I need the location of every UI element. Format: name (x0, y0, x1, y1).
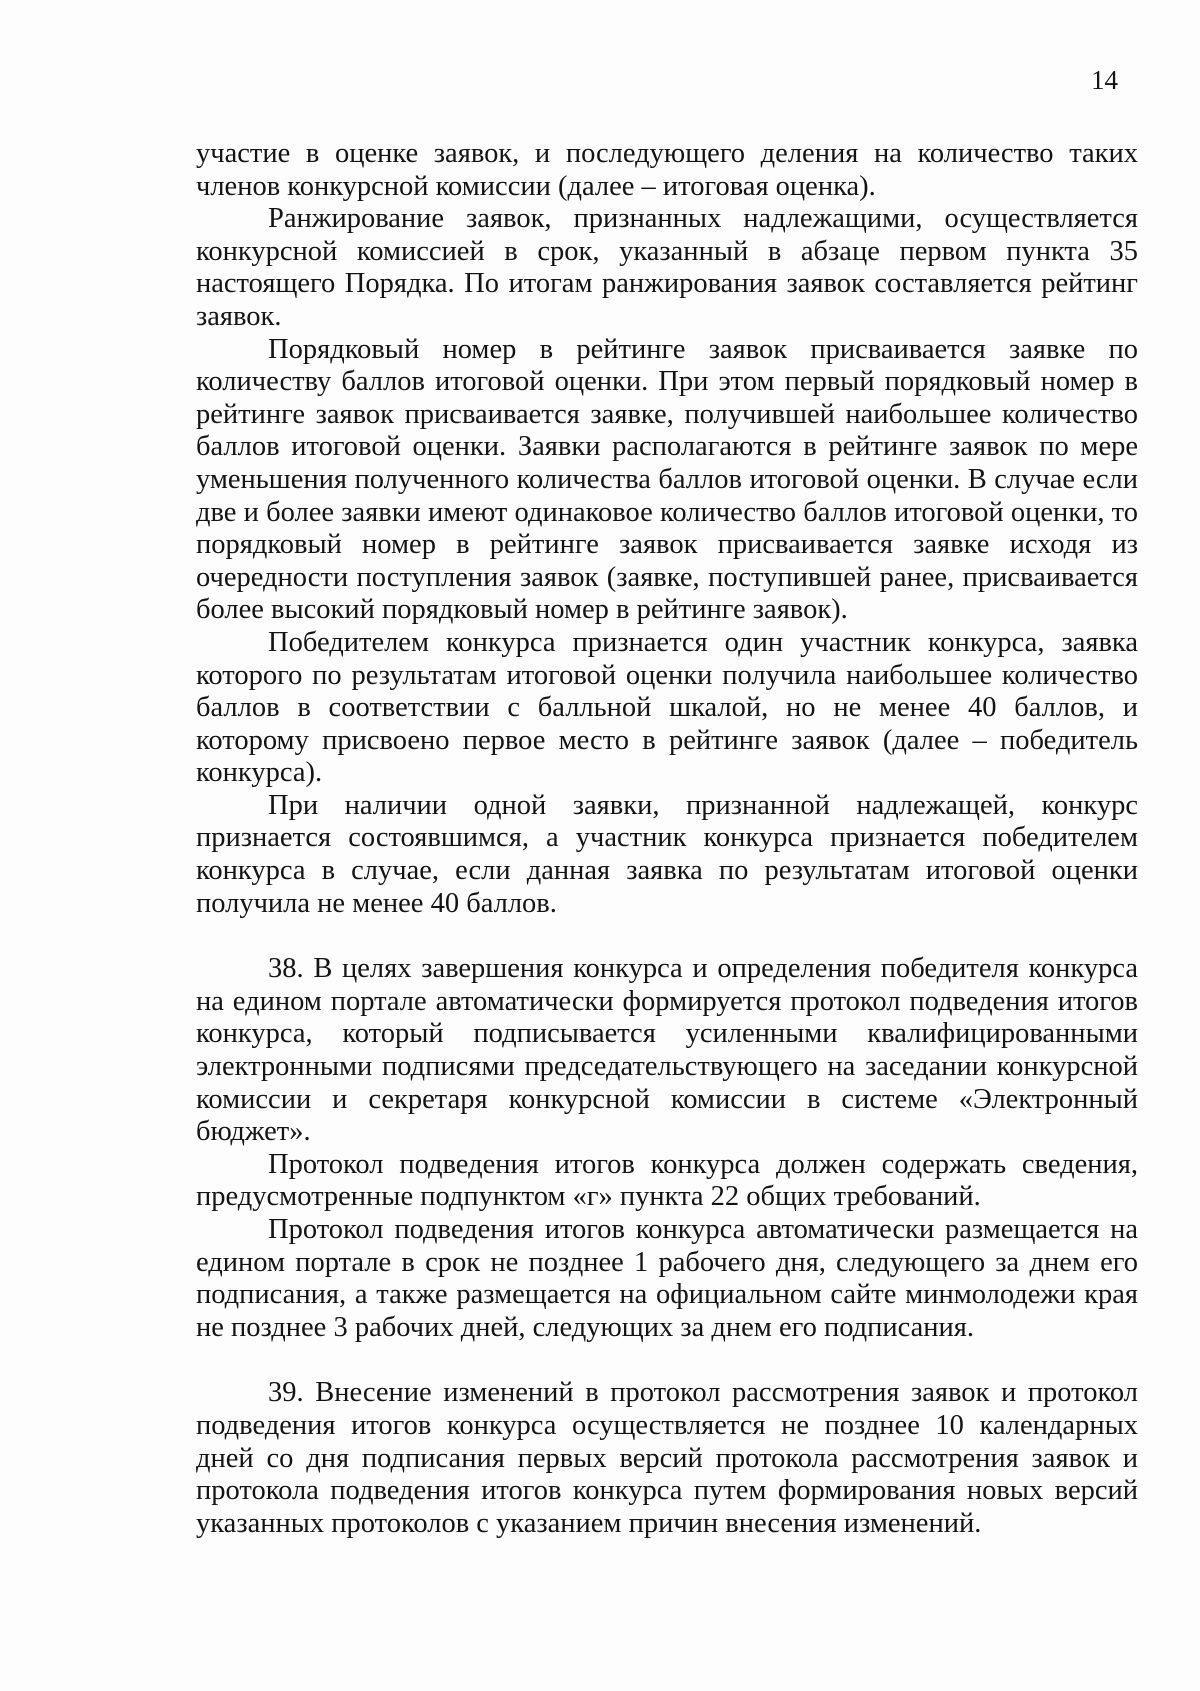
page-number: 14 (1091, 65, 1118, 95)
paragraph-continuation: участие в оценке заявок, и последующего деления на количество таких членов конкурсной комиссии (далее – итоговая оценка). (196, 138, 1138, 202)
paragraph-item-38: 38. В целях завершения конкурса и определения победителя конкурса на едином портале автоматически формируется протокол подведения итогов конкурса, который подписывается усиленными квалифицированными электронными подписями председательствующего на заседании конкурсной комиссии и секретаря конкурсной комиссии в системе «Электронный бюджет». (196, 953, 1138, 1148)
paragraph-protocol-contents: Протокол подведения итогов конкурса должен содержать сведения, предусмотренные подпунктом «г» пункта 22 общих требований. (196, 1148, 1138, 1213)
paragraph-rating-number: Порядковый номер в рейтинге заявок присваивается заявке по количеству баллов итоговой оценки. При этом первый порядковый номер в рейтинге заявок присваивается заявке, получившей наибольшее количество баллов итоговой оценки. Заявки располагаются в рейтинге заявок по мере уменьшения полученного количества баллов итоговой оценки. В случае если две и более заявки имеют одинаковое количество баллов итоговой оценки, то порядковый номер в рейтинге заявок присваивается заявке исходя из очередности поступления заявок (заявке, поступившей ранее, присваивается более высокий порядковый номер в рейтинге заявок). (196, 333, 1138, 626)
paragraph-item-39: 39. Внесение изменений в протокол рассмотрения заявок и протокол подведения итогов конкурса осуществляется не позднее 10 календарных дней со дня подписания первых версий протокола рассмотрения заявок и протокола подведения итогов конкурса путем формирования новых версий указанных протоколов с указанием причин внесения изменений. (196, 1377, 1138, 1539)
paragraph-winner: Победителем конкурса признается один участник конкурса, заявка которого по результатам итоговой оценки получила наибольшее количество баллов в соответствии с балльной шкалой, но не менее 40 баллов, и которому присвоено первое место в рейтинге заявок (далее – победитель конкурса). (196, 626, 1138, 789)
paragraph-single-application: При наличии одной заявки, признанной надлежащей, конкурс признается состоявшимся, а участник конкурса признается победителем конкурса в случае, если данная заявка по результатам итоговой оценки получила не менее 40 баллов. (196, 789, 1138, 919)
document-body (196, 138, 1138, 1540)
paragraph-ranking: Ранжирование заявок, признанных надлежащими, осуществляется конкурсной комиссией в срок, указанный в абзаце первом пункта 35 настоящего Порядка. По итогам ранжирования заявок составляется рейтинг заявок. (196, 203, 1138, 332)
paragraph-protocol-publication: Протокол подведения итогов конкурса автоматически размещается на едином портале в срок не позднее 1 рабочего дня, следующего за днем его подписания, а также размещается на официальном сайте минмолодежи края не позднее 3 рабочих дней, следующих за днем его подписания. (196, 1214, 1138, 1343)
